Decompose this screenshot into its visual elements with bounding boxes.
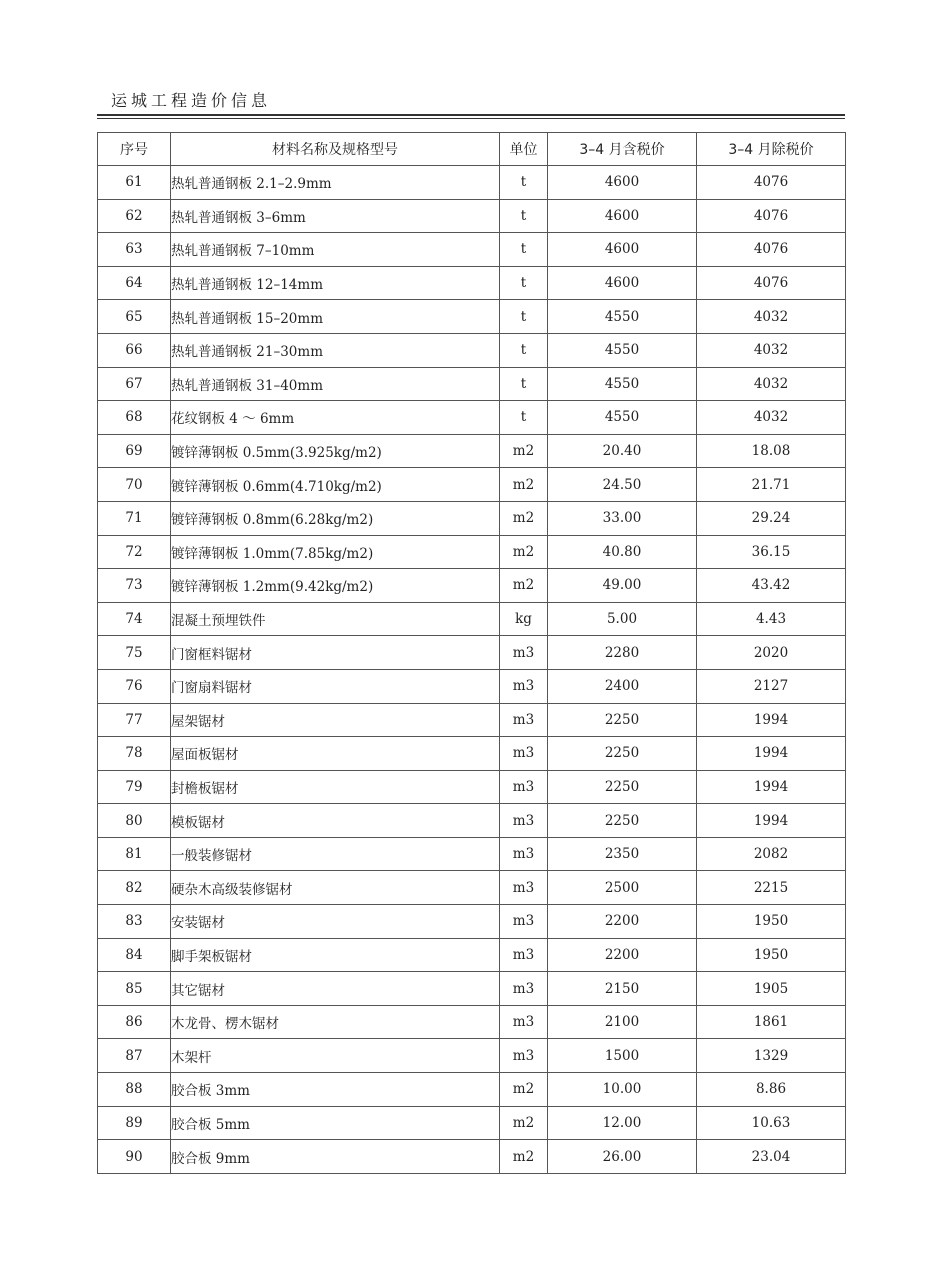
table-row: [98, 535, 846, 569]
cell-price-without-tax: 2127: [697, 669, 846, 703]
cell-row-number: 78: [98, 737, 171, 771]
table-row: [98, 333, 846, 367]
table-row: [98, 199, 846, 233]
cell-price-with-tax: 4550: [548, 333, 697, 367]
cell-price-without-tax: 1994: [697, 703, 846, 737]
cell-unit: t: [500, 233, 548, 267]
table-row: [98, 367, 846, 401]
cell-price-with-tax: 40.80: [548, 535, 697, 569]
cell-price-with-tax: 4550: [548, 367, 697, 401]
table-row: [98, 300, 846, 334]
cell-price-with-tax: 4600: [548, 166, 697, 200]
cell-unit: m3: [500, 669, 548, 703]
table-row: [98, 266, 846, 300]
cell-price-with-tax: 4600: [548, 233, 697, 267]
table-row: [98, 1106, 846, 1140]
cell-unit: m3: [500, 938, 548, 972]
cell-unit: m2: [500, 1140, 548, 1174]
cell-price-without-tax: 4076: [697, 166, 846, 200]
cell-material-name: 热轧普通钢板 7–10mm: [171, 233, 500, 267]
cell-unit: m3: [500, 837, 548, 871]
cell-row-number: 81: [98, 837, 171, 871]
cell-material-name: 热轧普通钢板 2.1–2.9mm: [171, 166, 500, 200]
cell-row-number: 90: [98, 1140, 171, 1174]
cell-price-without-tax: 29.24: [697, 501, 846, 535]
table-row: [98, 434, 846, 468]
cell-material-name: 木架杆: [171, 1039, 500, 1073]
publication-title: 运城工程造价信息: [111, 91, 272, 110]
cell-material-name: 门窗扇料锯材: [171, 669, 500, 703]
cell-price-without-tax: 1994: [697, 804, 846, 838]
cell-unit: t: [500, 300, 548, 334]
cell-unit: m2: [500, 1106, 548, 1140]
cell-material-name: 热轧普通钢板 12–14mm: [171, 266, 500, 300]
table-row: [98, 501, 846, 535]
cell-row-number: 68: [98, 401, 171, 435]
cell-unit: m3: [500, 703, 548, 737]
header-rule-thick: [97, 114, 845, 116]
cell-price-without-tax: 2020: [697, 636, 846, 670]
table-row: [98, 871, 846, 905]
table-row: [98, 905, 846, 939]
table-row: [98, 468, 846, 502]
cell-unit: t: [500, 166, 548, 200]
col-header-name: 材料名称及规格型号: [171, 133, 500, 166]
header-rule-thin: [97, 118, 845, 119]
cell-unit: t: [500, 367, 548, 401]
cell-unit: t: [500, 199, 548, 233]
cell-row-number: 72: [98, 535, 171, 569]
cell-price-with-tax: 2500: [548, 871, 697, 905]
cell-material-name: 屋面板锯材: [171, 737, 500, 771]
cell-material-name: 热轧普通钢板 21–30mm: [171, 333, 500, 367]
cell-unit: kg: [500, 602, 548, 636]
cell-unit: m2: [500, 535, 548, 569]
table-row: [98, 602, 846, 636]
cell-row-number: 85: [98, 972, 171, 1006]
cell-material-name: 镀锌薄钢板 0.6mm(4.710kg/m2): [171, 468, 500, 502]
cell-price-with-tax: 2250: [548, 804, 697, 838]
col-header-tax-price: 3–4 月含税价: [548, 133, 697, 166]
cell-price-without-tax: 4032: [697, 300, 846, 334]
cell-price-without-tax: 4076: [697, 266, 846, 300]
cell-material-name: 其它锯材: [171, 972, 500, 1006]
cell-unit: m3: [500, 1005, 548, 1039]
table-row: [98, 166, 846, 200]
cell-row-number: 69: [98, 434, 171, 468]
cell-row-number: 79: [98, 770, 171, 804]
cell-row-number: 77: [98, 703, 171, 737]
cell-material-name: 脚手架板锯材: [171, 938, 500, 972]
cell-unit: t: [500, 266, 548, 300]
cell-unit: m3: [500, 905, 548, 939]
cell-material-name: 胶合板 3mm: [171, 1073, 500, 1107]
col-header-unit: 单位: [500, 133, 548, 166]
table-row: [98, 636, 846, 670]
cell-row-number: 64: [98, 266, 171, 300]
cell-row-number: 62: [98, 199, 171, 233]
cell-row-number: 76: [98, 669, 171, 703]
cell-row-number: 74: [98, 602, 171, 636]
cell-row-number: 84: [98, 938, 171, 972]
table-row: [98, 737, 846, 771]
cell-price-with-tax: 1500: [548, 1039, 697, 1073]
cell-material-name: 屋架锯材: [171, 703, 500, 737]
cell-unit: m3: [500, 1039, 548, 1073]
price-table: [97, 132, 846, 1174]
cell-price-with-tax: 2250: [548, 770, 697, 804]
cell-row-number: 83: [98, 905, 171, 939]
cell-material-name: 一般装修锯材: [171, 837, 500, 871]
cell-price-without-tax: 1994: [697, 737, 846, 771]
cell-unit: m3: [500, 804, 548, 838]
cell-material-name: 花纹钢板 4 ～ 6mm: [171, 401, 500, 435]
cell-unit: m3: [500, 871, 548, 905]
cell-price-without-tax: 36.15: [697, 535, 846, 569]
cell-price-with-tax: 2350: [548, 837, 697, 871]
cell-material-name: 热轧普通钢板 3–6mm: [171, 199, 500, 233]
cell-price-with-tax: 2250: [548, 703, 697, 737]
cell-price-without-tax: 1950: [697, 905, 846, 939]
cell-price-without-tax: 4076: [697, 233, 846, 267]
cell-unit: m2: [500, 501, 548, 535]
table-row: [98, 770, 846, 804]
cell-price-with-tax: 12.00: [548, 1106, 697, 1140]
cell-row-number: 66: [98, 333, 171, 367]
cell-unit: m3: [500, 770, 548, 804]
cell-price-with-tax: 5.00: [548, 602, 697, 636]
cell-price-without-tax: 18.08: [697, 434, 846, 468]
cell-price-without-tax: 4032: [697, 401, 846, 435]
cell-price-without-tax: 4076: [697, 199, 846, 233]
table-row: [98, 1005, 846, 1039]
cell-material-name: 硬杂木高级装修锯材: [171, 871, 500, 905]
cell-row-number: 89: [98, 1106, 171, 1140]
cell-material-name: 镀锌薄钢板 0.5mm(3.925kg/m2): [171, 434, 500, 468]
cell-material-name: 胶合板 5mm: [171, 1106, 500, 1140]
cell-price-without-tax: 43.42: [697, 569, 846, 603]
cell-price-with-tax: 10.00: [548, 1073, 697, 1107]
table-row: [98, 1073, 846, 1107]
cell-price-with-tax: 4550: [548, 300, 697, 334]
table-row: [98, 1039, 846, 1073]
cell-material-name: 封檐板锯材: [171, 770, 500, 804]
cell-price-with-tax: 4600: [548, 266, 697, 300]
cell-unit: m3: [500, 636, 548, 670]
cell-price-with-tax: 2400: [548, 669, 697, 703]
cell-price-without-tax: 8.86: [697, 1073, 846, 1107]
cell-row-number: 65: [98, 300, 171, 334]
cell-material-name: 模板锯材: [171, 804, 500, 838]
cell-price-without-tax: 4032: [697, 333, 846, 367]
cell-row-number: 67: [98, 367, 171, 401]
cell-price-with-tax: 2250: [548, 737, 697, 771]
table-body: [98, 166, 846, 1174]
table-row: [98, 938, 846, 972]
cell-row-number: 88: [98, 1073, 171, 1107]
table-row: [98, 972, 846, 1006]
cell-unit: m2: [500, 1073, 548, 1107]
table-row: [98, 703, 846, 737]
page-header: [97, 90, 845, 119]
table-row: [98, 669, 846, 703]
cell-price-without-tax: 1994: [697, 770, 846, 804]
cell-price-with-tax: 2200: [548, 938, 697, 972]
cell-material-name: 木龙骨、楞木锯材: [171, 1005, 500, 1039]
cell-row-number: 82: [98, 871, 171, 905]
cell-material-name: 镀锌薄钢板 1.2mm(9.42kg/m2): [171, 569, 500, 603]
cell-price-without-tax: 1329: [697, 1039, 846, 1073]
cell-row-number: 71: [98, 501, 171, 535]
cell-row-number: 86: [98, 1005, 171, 1039]
cell-material-name: 混凝土预埋铁件: [171, 602, 500, 636]
cell-price-without-tax: 10.63: [697, 1106, 846, 1140]
cell-price-without-tax: 1861: [697, 1005, 846, 1039]
cell-price-without-tax: 4032: [697, 367, 846, 401]
cell-material-name: 胶合板 9mm: [171, 1140, 500, 1174]
cell-price-without-tax: 2082: [697, 837, 846, 871]
cell-unit: m2: [500, 468, 548, 502]
cell-price-without-tax: 23.04: [697, 1140, 846, 1174]
cell-material-name: 安装锯材: [171, 905, 500, 939]
cell-unit: m2: [500, 434, 548, 468]
cell-price-with-tax: 2100: [548, 1005, 697, 1039]
cell-price-without-tax: 21.71: [697, 468, 846, 502]
cell-unit: m2: [500, 569, 548, 603]
col-header-notax-price: 3–4 月除税价: [697, 133, 846, 166]
cell-material-name: 门窗框料锯材: [171, 636, 500, 670]
cell-row-number: 63: [98, 233, 171, 267]
cell-material-name: 热轧普通钢板 15–20mm: [171, 300, 500, 334]
cell-unit: m3: [500, 737, 548, 771]
cell-row-number: 75: [98, 636, 171, 670]
cell-price-with-tax: 24.50: [548, 468, 697, 502]
cell-price-with-tax: 33.00: [548, 501, 697, 535]
table-row: [98, 233, 846, 267]
cell-row-number: 73: [98, 569, 171, 603]
cell-material-name: 镀锌薄钢板 1.0mm(7.85kg/m2): [171, 535, 500, 569]
cell-price-with-tax: 20.40: [548, 434, 697, 468]
cell-price-with-tax: 2280: [548, 636, 697, 670]
col-header-no: 序号: [98, 133, 171, 166]
table-row: [98, 569, 846, 603]
cell-price-without-tax: 1905: [697, 972, 846, 1006]
cell-row-number: 61: [98, 166, 171, 200]
cell-price-with-tax: 49.00: [548, 569, 697, 603]
cell-unit: t: [500, 333, 548, 367]
cell-material-name: 热轧普通钢板 31–40mm: [171, 367, 500, 401]
cell-price-with-tax: 2200: [548, 905, 697, 939]
table-row: [98, 1140, 846, 1174]
cell-price-with-tax: 26.00: [548, 1140, 697, 1174]
cell-row-number: 87: [98, 1039, 171, 1073]
cell-row-number: 70: [98, 468, 171, 502]
cell-unit: t: [500, 401, 548, 435]
table-row: [98, 401, 846, 435]
cell-price-with-tax: 4550: [548, 401, 697, 435]
table-row: [98, 804, 846, 838]
table-header-row: [98, 133, 846, 166]
cell-price-with-tax: 4600: [548, 199, 697, 233]
cell-price-without-tax: 2215: [697, 871, 846, 905]
table-row: [98, 837, 846, 871]
cell-row-number: 80: [98, 804, 171, 838]
cell-unit: m3: [500, 972, 548, 1006]
cell-price-with-tax: 2150: [548, 972, 697, 1006]
cell-material-name: 镀锌薄钢板 0.8mm(6.28kg/m2): [171, 501, 500, 535]
cell-price-without-tax: 4.43: [697, 602, 846, 636]
cell-price-without-tax: 1950: [697, 938, 846, 972]
